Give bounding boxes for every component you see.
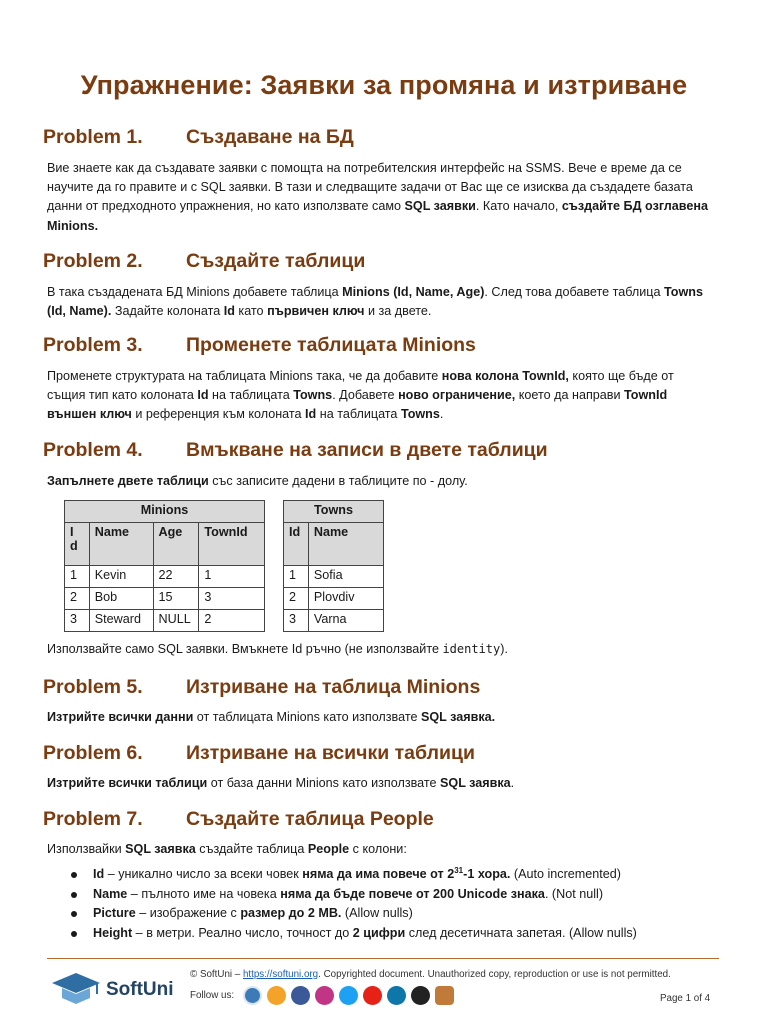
problem-5-heading <box>43 676 480 699</box>
table-cell: Varna <box>308 610 383 632</box>
logo-text: SoftUni <box>106 979 174 1000</box>
table-cell: Sofia <box>308 566 383 588</box>
problem-title: Изтриване на таблица Minions <box>186 676 481 698</box>
problem-2-text <box>47 283 722 321</box>
text-line: Запълнете двете таблици със записите дадени в таблиците по - долу. <box>47 474 468 488</box>
table-cell: 15 <box>153 588 199 610</box>
table-cell: Kevin <box>89 566 153 588</box>
problem-title: Вмъкване на записи в двете таблици <box>186 439 548 461</box>
problem-4-text <box>47 472 722 491</box>
table-cell: 2 <box>65 588 90 610</box>
follow-us-label: Follow us: <box>190 990 235 1001</box>
problem-title: Създайте таблици <box>186 250 366 272</box>
table-cell: 1 <box>199 566 265 588</box>
problem-number: Problem 6. <box>43 742 143 764</box>
problem-5-text <box>47 708 722 727</box>
text-line: същия тип като колоната Id на таблицата Towns. Добавете ново ограничение, което да направи TownId <box>47 388 668 403</box>
table-cell: 1 <box>284 566 309 588</box>
text-line: В така създадената БД Minions добавете таблица Minions (Id, Name, Age). След това добавете таблица Towns <box>47 285 703 299</box>
problem-number: Problem 1. <box>43 126 143 148</box>
list-item: Picture – изображение с размер до 2 MB. (Allow nulls) <box>47 904 637 924</box>
problem-7-heading <box>43 808 434 831</box>
table-cell: 22 <box>153 566 199 588</box>
problem-title: Създаване на БД <box>186 126 354 148</box>
table-row <box>284 588 384 610</box>
table-cell: 1 <box>65 566 90 588</box>
softuni-link[interactable]: https://softuni.org <box>242 969 319 980</box>
column-header: Id <box>284 523 309 566</box>
text-line: Изтрийте всички данни от таблицата Minions като използвате SQL заявка. <box>47 710 496 724</box>
problem-1-text <box>47 159 722 236</box>
table-cell: 3 <box>284 610 309 632</box>
problem-number: Problem 5. <box>43 676 143 698</box>
table-cell: Steward <box>89 610 153 632</box>
bullet-icon <box>71 872 77 878</box>
table-cell: NULL <box>153 610 199 632</box>
table-cell: 3 <box>199 588 265 610</box>
github-icon[interactable] <box>411 986 430 1005</box>
table-cell: Plovdiv <box>308 588 383 610</box>
text-line: Minions. <box>47 218 99 233</box>
table-cell: 3 <box>65 610 90 632</box>
problem-number: Problem 3. <box>43 334 143 356</box>
towns-table <box>283 500 384 632</box>
column-header: I d <box>65 523 90 566</box>
softuni-logo[interactable] <box>50 970 180 1006</box>
blog-icon[interactable] <box>435 986 454 1005</box>
problem-6-heading <box>43 742 475 765</box>
problem-number: Problem 2. <box>43 250 143 272</box>
table-caption: Towns <box>284 501 384 523</box>
bullet-icon <box>71 911 77 917</box>
linkedin-icon[interactable] <box>387 986 406 1005</box>
text-line: Използвайте само SQL заявки. Вмъкнете Id ръчно (не използвайте identity). <box>47 642 508 656</box>
problem-7-text <box>47 840 722 859</box>
bullet-icon <box>71 931 77 937</box>
instagram-icon[interactable] <box>315 986 334 1005</box>
table-cell: Bob <box>89 588 153 610</box>
facebook-icon[interactable] <box>291 986 310 1005</box>
copyright-notice: © SoftUni – https://softuni.org. Copyrighted document. Unauthorized copy, reproduction or use is not permitted. <box>190 969 671 980</box>
text-line: научите да го правите и с SQL заявки. В тази и следващите задачи от Вас ще се изисква да създадете базата <box>47 180 693 195</box>
text-line: (Id, Name). Задайте колоната Id като първичен ключ и за двете. <box>47 304 432 319</box>
page-number: Page 1 of 4 <box>660 993 711 1004</box>
youtube-icon[interactable] <box>363 986 382 1005</box>
problem-6-text <box>47 774 722 793</box>
text-line: външен ключ и референция към колоната Id на таблицата Towns. <box>47 407 444 422</box>
table-row <box>65 588 265 610</box>
softuni-global-icon[interactable] <box>267 986 286 1005</box>
footer-divider <box>47 958 719 959</box>
people-columns-list <box>47 865 637 943</box>
bullet-icon <box>71 892 77 898</box>
list-item: Name – пълното име на човека няма да бъде повече от 200 Unicode знака. (Not null) <box>47 885 637 905</box>
problem-title: Изтриване на всички таблици <box>186 742 475 764</box>
table-cell: 2 <box>199 610 265 632</box>
column-header: TownId <box>199 523 265 566</box>
problem-3-text <box>47 367 722 425</box>
problem-2-heading <box>43 250 365 273</box>
problem-number: Problem 7. <box>43 808 143 830</box>
table-caption: Minions <box>65 501 265 523</box>
problem-title: Променете таблицата Minions <box>186 334 476 356</box>
column-header: Name <box>308 523 383 566</box>
list-item: Height – в метри. Реално число, точност до 2 цифри след десетичната запетая. (Allow nulls) <box>47 924 637 944</box>
column-header: Age <box>153 523 199 566</box>
page-title: Упражнение: Заявки за промяна и изтриване <box>80 70 688 100</box>
problem-3-heading <box>43 334 476 357</box>
text-line: Използвайки SQL заявка създайте таблица People с колони: <box>47 842 407 856</box>
list-item: Id – уникално число за всеки човек няма да има повече от $2^{31}-1$ хора. (Auto incremented) <box>47 865 637 885</box>
minions-table <box>64 500 265 632</box>
problem-4-note <box>47 640 722 659</box>
table-cell: 2 <box>284 588 309 610</box>
table-row <box>284 566 384 588</box>
social-links <box>243 986 454 1005</box>
table-row <box>65 610 265 632</box>
problem-1-heading <box>43 126 354 149</box>
column-header: Name <box>89 523 153 566</box>
table-row <box>284 610 384 632</box>
graduation-cap-icon <box>50 970 102 1006</box>
softuni-icon[interactable] <box>243 986 262 1005</box>
text-line: Вие знаете как да създавате заявки с помощта на потребителския интерфейс на SSMS. Вече е време да се <box>47 161 682 175</box>
table-row <box>65 566 265 588</box>
problem-title: Създайте таблица People <box>186 808 434 830</box>
text-line: данни от предходното упражнения, но като използвате само SQL заявки. Като начало, създайте БД озглавена <box>47 199 708 214</box>
text-line: Изтрийте всички таблици от база данни Minions като използвате SQL заявка. <box>47 776 515 790</box>
text-line: Променете структурата на таблицата Minions така, че да добавите нова колона TownId, която ще бъде от <box>47 369 674 383</box>
twitter-icon[interactable] <box>339 986 358 1005</box>
problem-number: Problem 4. <box>43 439 143 461</box>
problem-4-heading <box>43 439 548 462</box>
